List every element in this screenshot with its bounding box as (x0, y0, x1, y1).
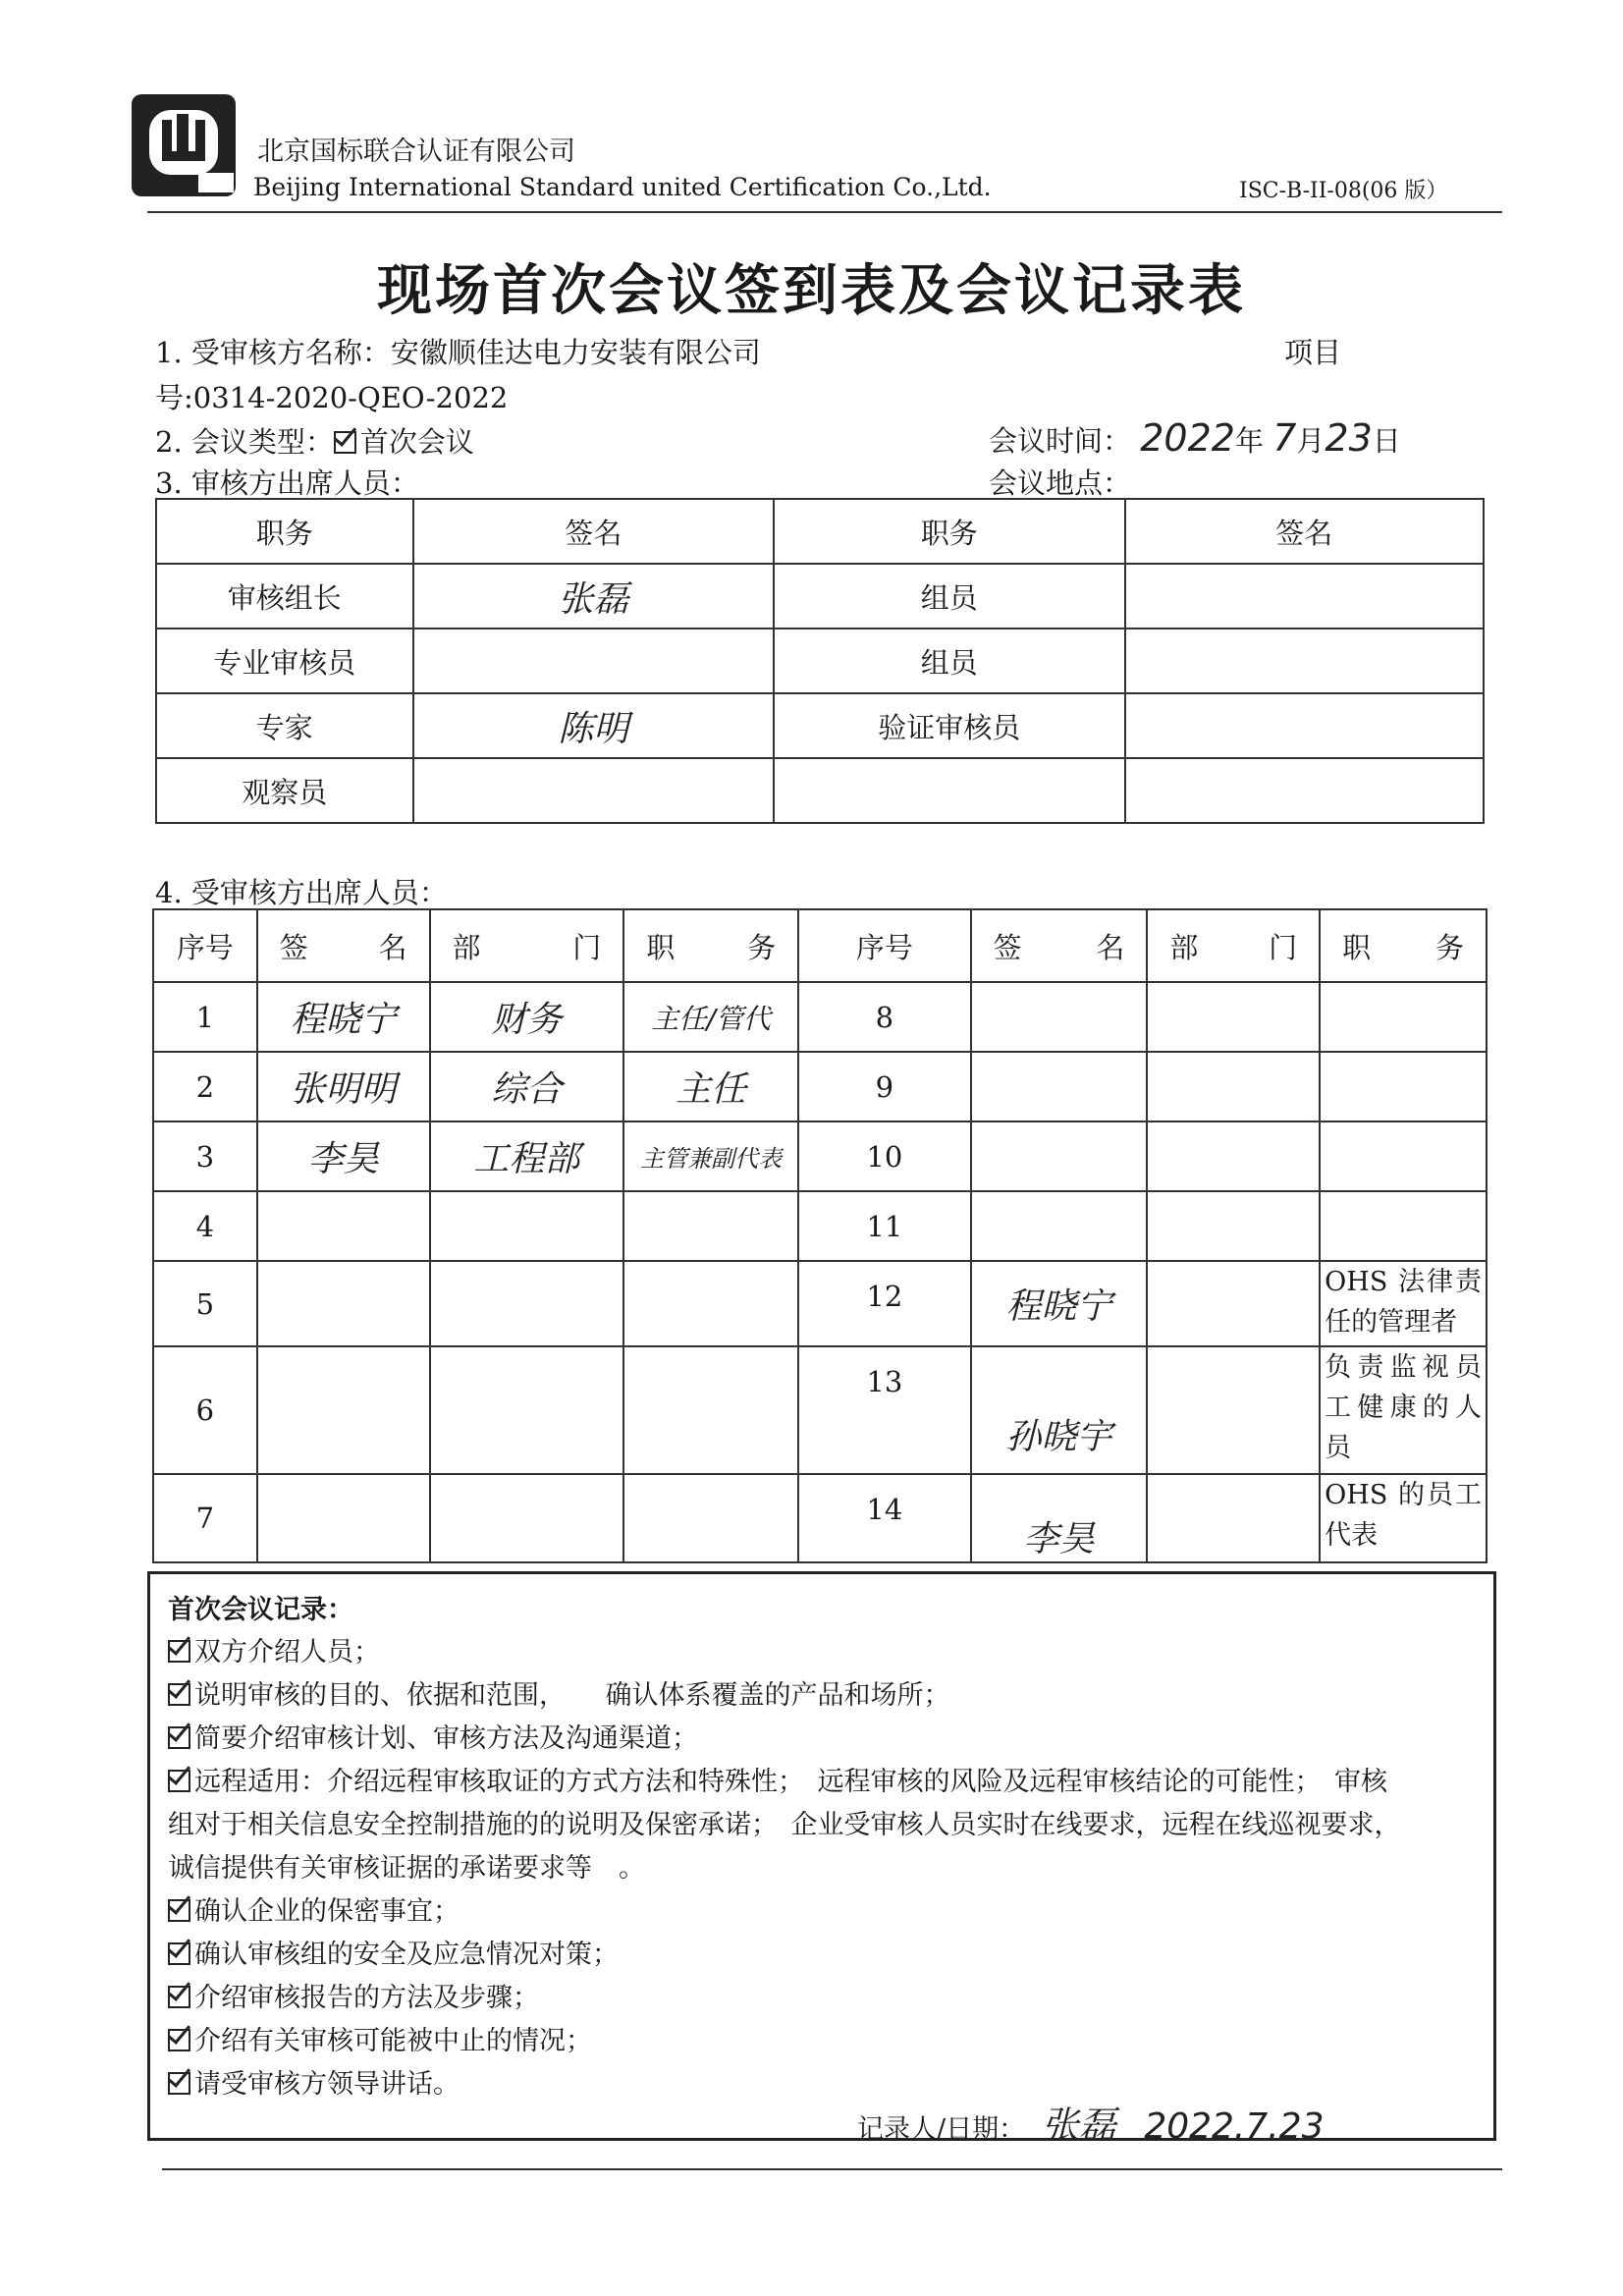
header-no: 序号 (798, 909, 971, 982)
name-cell: 程晓宁 (971, 1261, 1148, 1346)
table-row (156, 629, 1484, 693)
record-item: 远程适用：介绍远程审核取证的方式方法和特殊性； 远程审核的风险及远程审核结论的可能性； 审核 (168, 1760, 1387, 1798)
recorder-label: 记录人/日期： (857, 2114, 1026, 2145)
name-cell (257, 1474, 430, 1562)
role-cell: 审核组长 (156, 564, 413, 629)
name-cell (971, 1121, 1148, 1191)
company-name-cn: 北京国标联合认证有限公司 (257, 137, 575, 167)
meeting-month: 7 (1272, 416, 1297, 460)
signature-cell: 陈明 (413, 693, 774, 758)
role-cell: 组员 (774, 564, 1124, 629)
role-cell: 组员 (774, 629, 1124, 693)
checkbox-checked-icon (168, 1899, 190, 1922)
month-unit: 月 (1296, 424, 1325, 458)
header-duty: 职 务 (623, 909, 798, 982)
dept-cell (1147, 1052, 1320, 1121)
dept-cell (1147, 1474, 1320, 1562)
name-cell (971, 982, 1148, 1052)
company-name-en: Beijing International Standard united Certification Co.,Ltd. (253, 173, 992, 201)
name-cell (971, 1191, 1148, 1261)
row-no: 6 (153, 1346, 257, 1474)
duty-cell (623, 1261, 798, 1346)
checkbox-checked-icon (168, 1942, 190, 1965)
header-no: 序号 (153, 909, 257, 982)
record-item: 确认企业的保密事宜； (168, 1889, 460, 1928)
name-cell (257, 1261, 430, 1346)
record-item: 说明审核的目的、依据和范围， 确认体系覆盖的产品和场所； (168, 1673, 950, 1712)
record-item: 请受审核方领导讲话。 (168, 2062, 460, 2101)
auditee-label: 1. 受审核方名称： (155, 336, 391, 369)
role-cell: 专家 (156, 693, 413, 758)
row-no: 9 (798, 1052, 971, 1121)
project-label: 项目 (1284, 336, 1342, 369)
dept-cell (430, 1346, 624, 1474)
dept-cell (1147, 982, 1320, 1052)
project-number: 号:0314-2020-QEO-2022 (155, 381, 509, 414)
duty-cell (623, 1346, 798, 1474)
dept-cell (1147, 1261, 1320, 1346)
row-no: 11 (798, 1191, 971, 1261)
row-no: 1 (153, 982, 257, 1052)
meeting-type-value: 首次会议 (359, 425, 474, 459)
row-no: 12 (798, 1261, 971, 1346)
auditee-line (155, 331, 761, 371)
header-dept: 部 门 (1147, 909, 1320, 982)
meeting-type-label: 2. 会议类型： (155, 425, 334, 459)
role-cell: 专业审核员 (156, 629, 413, 693)
name-cell: 李昊 (257, 1121, 430, 1191)
header-sign: 签 名 (971, 909, 1148, 982)
page-title: 现场首次会议签到表及会议记录表 (377, 258, 1246, 323)
signature-cell (1125, 693, 1484, 758)
dept-cell: 工程部 (430, 1121, 624, 1191)
record-item: 确认审核组的安全及应急情况对策； (168, 1933, 619, 1971)
meeting-time (989, 416, 1401, 460)
duty-cell (1320, 982, 1487, 1052)
duty-cell (1320, 1052, 1487, 1121)
dept-cell (430, 1191, 624, 1261)
name-cell (971, 1052, 1148, 1121)
duty-cell: OHS 的员工代表 (1320, 1474, 1487, 1562)
role-cell: 观察员 (156, 758, 413, 823)
duty-cell: OHS 法律责任的管理者 (1320, 1261, 1487, 1346)
table-row (153, 1191, 1487, 1261)
form-code: ISC-B-II-08(06 版） (1239, 179, 1448, 203)
recorder-signature: 张磊 (1041, 2104, 1116, 2147)
meeting-place-label: 会议地点： (989, 466, 1132, 500)
record-title: 首次会议记录： (168, 1595, 353, 1625)
meeting-day: 23 (1325, 416, 1373, 460)
signature-cell (1125, 629, 1484, 693)
dept-cell (1147, 1191, 1320, 1261)
auditee-name: 安徽顺佳达电力安装有限公司 (390, 336, 761, 369)
duty-cell: 主任 (623, 1052, 798, 1121)
record-item: 双方介绍人员； (168, 1630, 380, 1668)
table-row (153, 1052, 1487, 1121)
table-row (153, 982, 1487, 1052)
role-cell (774, 758, 1124, 823)
recorder-date: 2022.7.23 (1144, 2106, 1325, 2147)
row-no: 3 (153, 1121, 257, 1191)
duty-cell (1320, 1191, 1487, 1261)
header-duty: 职 务 (1320, 909, 1487, 982)
row-no: 13 (798, 1346, 971, 1474)
row-no: 14 (798, 1474, 971, 1562)
meeting-record-box (147, 1571, 1496, 2147)
table-row (153, 1261, 1487, 1346)
checkbox-checked-icon (334, 431, 356, 454)
dept-cell (1147, 1121, 1320, 1191)
name-cell: 程晓宁 (257, 982, 430, 1052)
duty-cell (623, 1474, 798, 1562)
header-divider (147, 211, 1502, 213)
year-unit: 年 (1234, 424, 1264, 458)
table-row (156, 758, 1484, 823)
table-row (153, 1121, 1487, 1191)
record-item: 介绍审核报告的方法及步骤； (168, 1976, 539, 2014)
auditor-table (155, 498, 1485, 824)
table-header-row (156, 499, 1484, 564)
row-no: 4 (153, 1191, 257, 1261)
header-signature: 签名 (413, 499, 774, 564)
header-role: 职务 (156, 499, 413, 564)
checkbox-checked-icon (168, 2072, 190, 2095)
name-cell: 孙晓宇 (971, 1346, 1148, 1474)
header-dept: 部 门 (430, 909, 624, 982)
auditor-attendees-label: 3. 审核方出席人员： (155, 466, 419, 500)
checkbox-checked-icon (168, 1770, 190, 1792)
checkbox-checked-icon (168, 2029, 190, 2051)
table-header-row (153, 909, 1487, 982)
auditee-attendees-label: 4. 受审核方出席人员： (155, 876, 448, 909)
duty-cell (623, 1191, 798, 1261)
record-item-continued: 诚信提供有关审核证据的承诺要求等 。 (168, 1853, 645, 1884)
record-item: 介绍有关审核可能被中止的情况； (168, 2019, 592, 2057)
checkbox-checked-icon (168, 1986, 190, 2008)
row-no: 7 (153, 1474, 257, 1562)
meeting-type-line (155, 420, 474, 461)
recorder (857, 2095, 1325, 2149)
dept-cell (430, 1474, 624, 1562)
duty-cell: 主任/管代 (623, 982, 798, 1052)
dept-cell (1147, 1346, 1320, 1474)
row-no: 2 (153, 1052, 257, 1121)
table-row (153, 1346, 1487, 1474)
table-row (156, 693, 1484, 758)
auditee-table (152, 908, 1488, 1563)
header-signature: 签名 (1125, 499, 1484, 564)
company-logo (128, 90, 241, 200)
row-no: 5 (153, 1261, 257, 1346)
signature-cell (1125, 758, 1484, 823)
record-item-continued: 组对于相关信息安全控制措施的的说明及保密承诺； 企业受审核人员实时在线要求，远程在线巡视要求， (168, 1810, 1401, 1840)
table-row (156, 564, 1484, 629)
duty-cell: 主管兼副代表 (623, 1121, 798, 1191)
name-cell (257, 1346, 430, 1474)
day-unit: 日 (1372, 424, 1401, 458)
record-item: 简要介绍审核计划、审核方法及沟通渠道； (168, 1717, 698, 1755)
checkbox-checked-icon (168, 1683, 190, 1706)
row-no: 8 (798, 982, 971, 1052)
header-role: 职务 (774, 499, 1124, 564)
duty-cell (1320, 1121, 1487, 1191)
signature-cell: 张磊 (413, 564, 774, 629)
footer-divider (162, 2168, 1502, 2170)
signature-cell (413, 758, 774, 823)
meeting-time-label: 会议时间： (989, 424, 1132, 458)
dept-cell: 财务 (430, 982, 624, 1052)
row-no: 10 (798, 1121, 971, 1191)
signature-cell (413, 629, 774, 693)
table-row (153, 1474, 1487, 1562)
name-cell: 张明明 (257, 1052, 430, 1121)
checkbox-checked-icon (168, 1640, 190, 1663)
meeting-year: 2022 (1140, 416, 1235, 460)
checkbox-checked-icon (168, 1726, 190, 1749)
name-cell: 李昊 (971, 1474, 1148, 1562)
duty-cell: 负责监视员工健康的人员 (1320, 1346, 1487, 1474)
header-sign: 签 名 (257, 909, 430, 982)
name-cell (257, 1191, 430, 1261)
dept-cell: 综合 (430, 1052, 624, 1121)
role-cell: 验证审核员 (774, 693, 1124, 758)
dept-cell (430, 1261, 624, 1346)
signature-cell (1125, 564, 1484, 629)
